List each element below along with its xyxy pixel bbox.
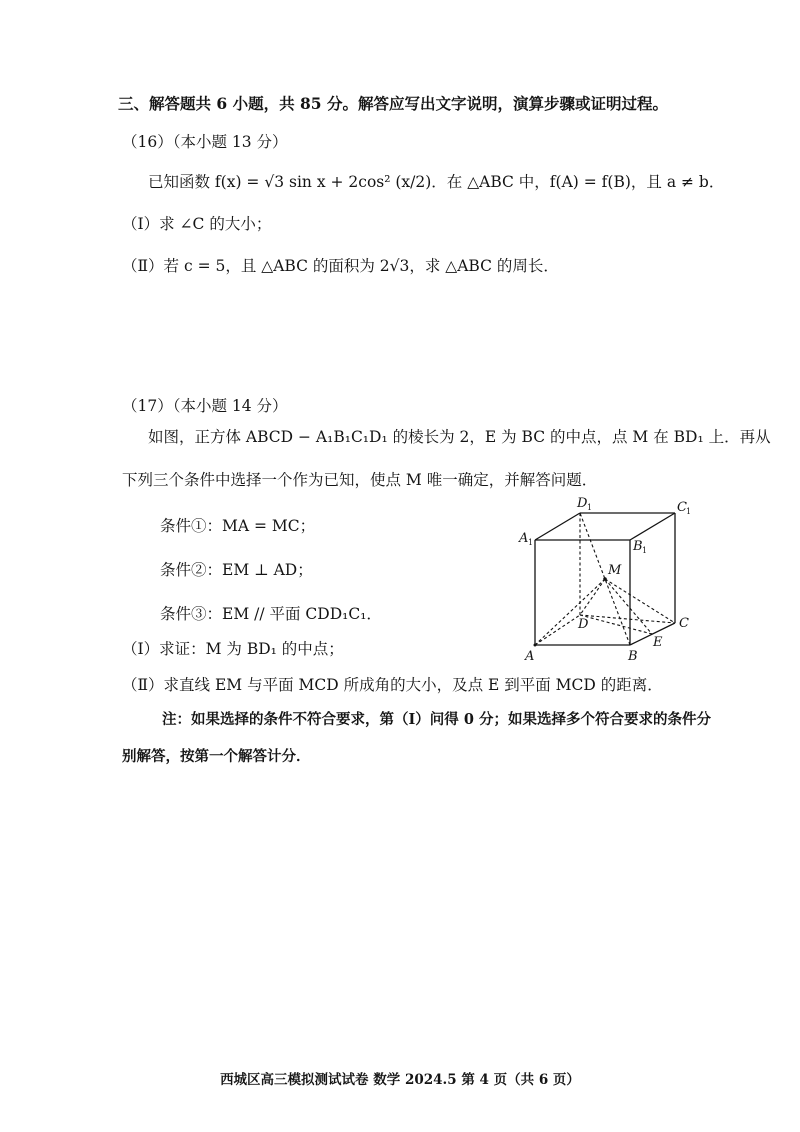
q17-note-line1: 注：如果选择的条件不符合要求，第（Ⅰ）问得 0 分；如果选择多个符合要求的条件分 [162,711,711,728]
label-C: C [679,616,689,631]
line-M-A [535,579,605,645]
q17-condition1: 条件①：MA = MC； [160,517,316,535]
point-M [603,577,607,581]
point-A [534,644,537,647]
line-M-D [580,579,605,615]
q17-condition2: 条件②：EM ⊥ AD； [160,561,313,579]
q17-part1: （Ⅰ）求证：M 为 BD₁ 的中点； [122,640,344,658]
page-footer: 西城区高三模拟测试试卷 数学 2024.5 第 4 页（共 6 页） [220,1072,580,1088]
label-B1: B [633,539,643,554]
edge-B1-C1 [630,513,675,540]
cube-figure [505,495,695,665]
line-M-C [605,579,675,623]
q16-part2: （Ⅱ）若 c = 5，且 △ABC 的面积为 2√3，求 △ABC 的周长． [122,257,559,275]
label-D1: D [577,496,588,511]
line-D-E [580,615,652,634]
q17-part2: （Ⅱ）求直线 EM 与平面 MCD 所成角的大小，及点 E 到平面 MCD 的距离． [122,676,663,694]
section-header: 三、解答题共 6 小题，共 85 分。解答应写出文字说明，演算步骤或证明过程。 [118,94,668,113]
q17-condition3: 条件③：EM // 平面 CDD₁C₁． [160,605,382,623]
label-A1: A [519,531,529,546]
q17-stem-line2: 下列三个条件中选择一个作为已知，使点 M 唯一确定，并解答问题． [122,471,598,489]
label-A1-sub: 1 [528,538,534,547]
line-M-E [605,579,652,634]
label-D1-sub: 1 [587,503,593,512]
q16-title: （16）（本小题 13 分） [122,133,288,151]
q17-note-line2: 别解答，按第一个解答计分． [122,748,311,765]
label-C1-sub: 1 [686,507,692,516]
q17-stem-line1: 如图，正方体 ABCD − A₁B₁C₁D₁ 的棱长为 2，E 为 BC 的中点，点 M 在 BD₁ 上．再从 [148,428,771,446]
label-E: E [653,635,663,650]
label-C1: C [677,500,687,515]
label-D: D [578,617,589,632]
label-M: M [608,563,622,578]
label-A: A [525,649,535,664]
edge-D-C-hidden [580,615,675,623]
label-B1-sub: 1 [642,546,648,555]
label-B: B [628,649,638,664]
q16-part1: （Ⅰ）求 ∠C 的大小； [122,215,272,233]
q17-title: （17）（本小题 14 分） [122,397,288,415]
edge-D1-A1 [535,513,580,540]
q16-stem: 已知函数 f(x) = √3 sin x + 2cos² (x/2)．在 △ABC 中，f(A) = f(B)，且 a ≠ b． [148,173,725,191]
edge-A-D-hidden [535,615,580,645]
